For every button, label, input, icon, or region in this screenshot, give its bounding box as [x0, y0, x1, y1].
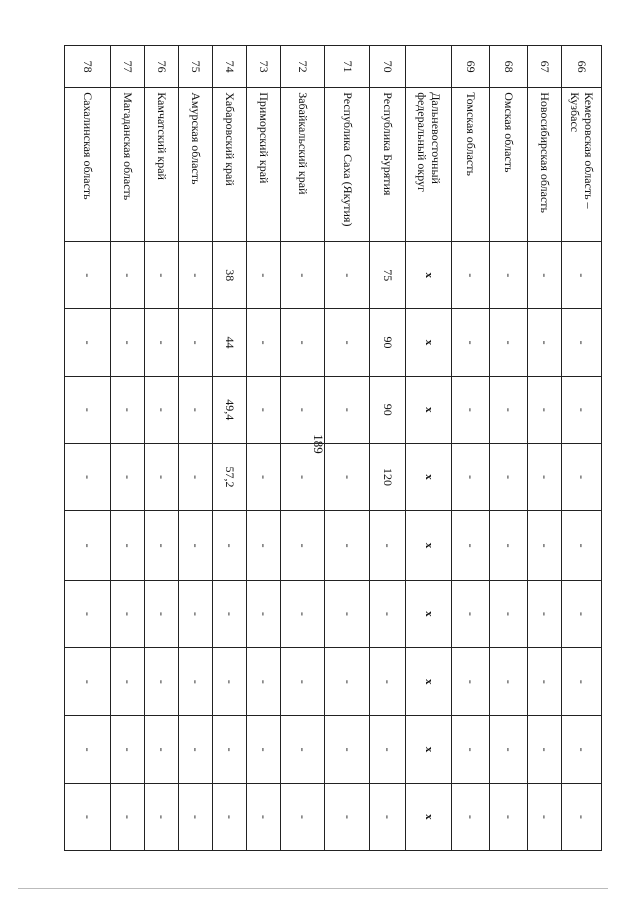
value-cell: - [179, 443, 213, 510]
value-cell: - [145, 443, 179, 510]
row-number-cell: 67 [528, 46, 562, 88]
value-cell: - [145, 376, 179, 443]
value-cell: - [325, 309, 370, 376]
value-cell: - [325, 376, 370, 443]
value-cell: - [325, 783, 370, 850]
value-cell: - [325, 647, 370, 715]
value-cell: - [490, 716, 528, 783]
value-cell: x [406, 309, 452, 376]
table-row [452, 46, 490, 851]
value-cell: - [281, 309, 325, 376]
page-number: 189 [311, 434, 326, 454]
region-name-cell: Хабаровский край [213, 88, 247, 242]
value-cell: - [562, 511, 602, 581]
region-name-cell: Приморский край [247, 88, 281, 242]
value-cell: - [370, 783, 406, 850]
row-number-cell [406, 46, 452, 88]
value-cell: - [247, 242, 281, 309]
value-cell: - [452, 309, 490, 376]
value-cell: - [452, 783, 490, 850]
value-cell: - [562, 580, 602, 647]
value-cell: - [452, 716, 490, 783]
value-cell: 90 [370, 309, 406, 376]
value-cell: - [452, 242, 490, 309]
value-cell: - [281, 376, 325, 443]
value-cell: - [179, 783, 213, 850]
table-row [562, 46, 602, 851]
value-cell: - [111, 242, 145, 309]
region-name-cell: Томская область [452, 88, 490, 242]
value-cell: - [179, 580, 213, 647]
value-cell: - [325, 580, 370, 647]
value-cell: - [452, 580, 490, 647]
value-cell: - [145, 580, 179, 647]
value-cell: 90 [370, 376, 406, 443]
rotated-table-frame [65, 45, 602, 851]
value-cell: - [490, 580, 528, 647]
value-cell: - [490, 783, 528, 850]
row-number-cell: 77 [111, 46, 145, 88]
table-row [247, 46, 281, 851]
value-cell: - [562, 309, 602, 376]
value-cell: - [65, 309, 111, 376]
value-cell: - [370, 580, 406, 647]
value-cell: - [325, 242, 370, 309]
value-cell: x [406, 783, 452, 850]
value-cell: - [145, 511, 179, 581]
value-cell: - [179, 511, 213, 581]
row-number-cell: 66 [562, 46, 602, 88]
value-cell: - [452, 376, 490, 443]
value-cell: - [281, 647, 325, 715]
region-name-cell: Омская область [490, 88, 528, 242]
value-cell: - [65, 783, 111, 850]
value-cell: 38 [213, 242, 247, 309]
value-cell: - [65, 647, 111, 715]
value-cell: - [247, 716, 281, 783]
table-row [528, 46, 562, 851]
value-cell: - [111, 309, 145, 376]
value-cell: - [325, 716, 370, 783]
row-number-cell: 69 [452, 46, 490, 88]
value-cell: - [528, 443, 562, 510]
region-name-cell: Кемеровская область – Кузбасс [562, 88, 602, 242]
row-number-cell: 76 [145, 46, 179, 88]
table-row [370, 46, 406, 851]
value-cell: - [213, 783, 247, 850]
value-cell: - [281, 511, 325, 581]
value-cell: - [562, 376, 602, 443]
value-cell: - [247, 580, 281, 647]
value-cell: - [247, 783, 281, 850]
value-cell: - [528, 242, 562, 309]
value-cell: - [247, 309, 281, 376]
value-cell: - [370, 511, 406, 581]
value-cell: - [490, 511, 528, 581]
value-cell: - [65, 242, 111, 309]
row-number-cell: 78 [65, 46, 111, 88]
value-cell: - [281, 580, 325, 647]
region-name-cell: Республика Саха (Якутия) [325, 88, 370, 242]
value-cell: 120 [370, 443, 406, 510]
row-number-cell: 74 [213, 46, 247, 88]
value-cell: x [406, 580, 452, 647]
value-cell: - [452, 511, 490, 581]
row-number-cell: 68 [490, 46, 528, 88]
value-cell: - [111, 511, 145, 581]
value-cell: - [179, 647, 213, 715]
table-row [213, 46, 247, 851]
table-row [111, 46, 145, 851]
row-number-cell: 75 [179, 46, 213, 88]
table-row [281, 46, 325, 851]
value-cell: - [145, 783, 179, 850]
value-cell: - [213, 647, 247, 715]
value-cell: - [281, 783, 325, 850]
table-row [490, 46, 528, 851]
value-cell: - [179, 716, 213, 783]
value-cell: - [562, 242, 602, 309]
value-cell: - [111, 647, 145, 715]
value-cell: 57,2 [213, 443, 247, 510]
value-cell: - [111, 580, 145, 647]
value-cell: - [281, 242, 325, 309]
value-cell: - [111, 443, 145, 510]
row-number-cell: 72 [281, 46, 325, 88]
value-cell: - [562, 443, 602, 510]
value-cell: - [452, 647, 490, 715]
value-cell: - [65, 716, 111, 783]
scan-edge-line [18, 888, 608, 889]
table-row [65, 46, 111, 851]
value-cell: - [179, 376, 213, 443]
value-cell: - [213, 580, 247, 647]
value-cell: 49,4 [213, 376, 247, 443]
table-row [325, 46, 370, 851]
region-name-cell: Камчатский край [145, 88, 179, 242]
value-cell: - [65, 443, 111, 510]
value-cell: - [325, 511, 370, 581]
value-cell: - [145, 242, 179, 309]
value-cell: - [490, 647, 528, 715]
value-cell: - [325, 443, 370, 510]
value-cell: - [562, 783, 602, 850]
value-cell: - [528, 647, 562, 715]
value-cell: x [406, 647, 452, 715]
value-cell: - [247, 647, 281, 715]
value-cell: - [65, 580, 111, 647]
region-name-cell: Новосибирская область [528, 88, 562, 242]
row-number-cell: 70 [370, 46, 406, 88]
row-number-cell: 71 [325, 46, 370, 88]
value-cell: x [406, 376, 452, 443]
value-cell: - [213, 716, 247, 783]
table-row [145, 46, 179, 851]
value-cell: - [528, 716, 562, 783]
region-name-cell: Амурская область [179, 88, 213, 242]
table-row [179, 46, 213, 851]
value-cell: - [490, 443, 528, 510]
table-body [65, 46, 602, 851]
region-name-cell: Сахалинская область [65, 88, 111, 242]
value-cell: - [370, 716, 406, 783]
value-cell: - [247, 511, 281, 581]
value-cell: x [406, 242, 452, 309]
value-cell: - [213, 511, 247, 581]
value-cell: - [281, 443, 325, 510]
region-name-cell: Забайкальский край [281, 88, 325, 242]
regions-table [64, 45, 602, 851]
value-cell: - [528, 580, 562, 647]
value-cell: - [490, 309, 528, 376]
value-cell: - [490, 376, 528, 443]
region-name-cell: Магаданская область [111, 88, 145, 242]
value-cell: - [65, 511, 111, 581]
value-cell: - [65, 376, 111, 443]
value-cell: - [562, 716, 602, 783]
value-cell: - [179, 242, 213, 309]
value-cell: - [490, 242, 528, 309]
row-number-cell: 73 [247, 46, 281, 88]
value-cell: - [528, 511, 562, 581]
table-row [406, 46, 452, 851]
value-cell: - [179, 309, 213, 376]
value-cell: - [281, 716, 325, 783]
table-container [65, 45, 602, 851]
region-name-cell: Республика Бурятия [370, 88, 406, 242]
value-cell: - [111, 716, 145, 783]
value-cell: - [145, 309, 179, 376]
value-cell: - [111, 376, 145, 443]
value-cell: - [145, 647, 179, 715]
value-cell: - [370, 647, 406, 715]
value-cell: 44 [213, 309, 247, 376]
value-cell: - [145, 716, 179, 783]
value-cell: - [247, 376, 281, 443]
value-cell: x [406, 443, 452, 510]
value-cell: 75 [370, 242, 406, 309]
value-cell: - [528, 309, 562, 376]
value-cell: - [452, 443, 490, 510]
value-cell: - [528, 783, 562, 850]
value-cell: - [528, 376, 562, 443]
value-cell: - [247, 443, 281, 510]
region-name-cell: Дальневосточный федеральный округ [406, 88, 452, 242]
value-cell: - [111, 783, 145, 850]
value-cell: x [406, 716, 452, 783]
value-cell: - [562, 647, 602, 715]
value-cell: x [406, 511, 452, 581]
